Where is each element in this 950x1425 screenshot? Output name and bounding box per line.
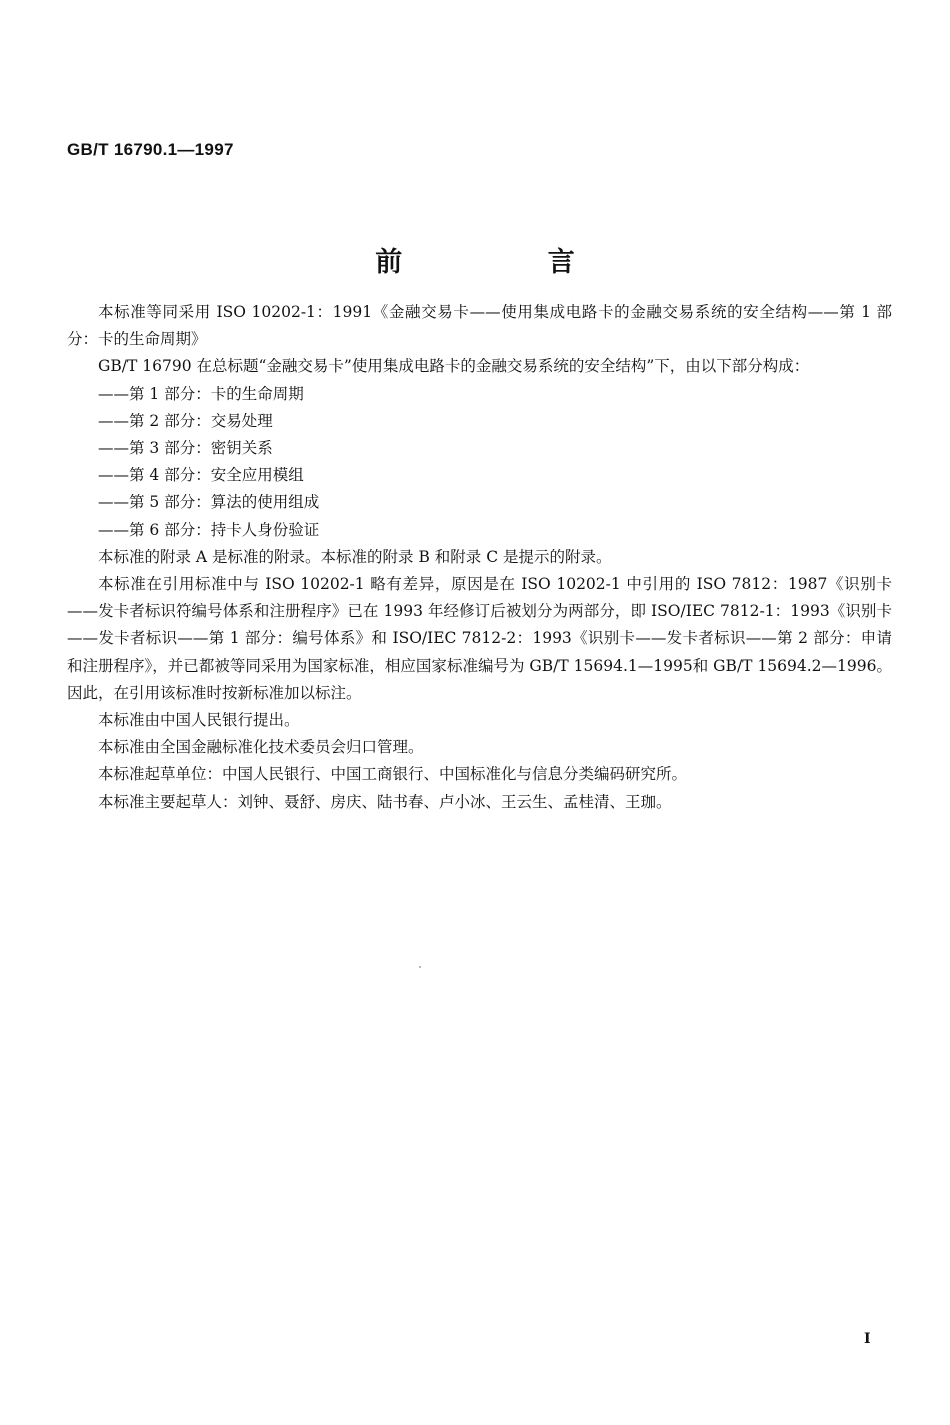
paragraph-annex: 本标准的附录 A 是标准的附录。本标准的附录 B 和附录 C 是提示的附录。 [98, 547, 612, 566]
paragraph-structure: GB/T 16790 在总标题“金融交易卡”使用集成电路卡的金融交易系统的安全结构”下，由以下部分构成： [98, 357, 810, 376]
list-item: ——第 3 部分：密钥关系 [98, 439, 273, 458]
standard-code: GB/T 16790.1—1997 [67, 140, 234, 159]
paragraph-proposed-by: 本标准由中国人民银行提出。 [98, 711, 300, 730]
page-number: I [864, 1331, 871, 1347]
paragraph-managed-by: 本标准由全国金融标准化技术委员会归口管理。 [98, 738, 424, 757]
scan-speck [419, 966, 421, 968]
paragraph-drafting-units: 本标准起草单位：中国人民银行、中国工商银行、中国标准化与信息分类编码研究所。 [98, 765, 688, 784]
parts-list [67, 381, 892, 544]
list-item: ——第 6 部分：持卡人身份验证 [98, 520, 320, 539]
list-item: ——第 4 部分：安全应用模组 [98, 466, 304, 485]
page-title: 前 言 [375, 247, 643, 278]
list-item: ——第 2 部分：交易处理 [98, 411, 273, 430]
foreword-body [67, 299, 892, 816]
paragraph-references: 本标准在引用标准中与 ISO 10202-1 略有差异，原因是在 ISO 10202-1 中引用的 ISO 7812：1987《识别卡——发卡者标识符编号体系和注册程序》已在 1993 年经修订后被划分为两部分，即 ISO/IEC 7812-1：1993《识别卡——发卡者标识——第 1 部分：编号体系》和 ISO/IEC 7812-2：1993《识别卡——发卡者标识——第 2 部分：申请和注册程序》，并已都被等同采用为国家标准，相应国家标准编号为 GB/T 15694.1—1995和 GB/T 15694.2—1996。因此，在引用该标准时按新标准加以标注。 [67, 575, 892, 702]
list-item: ——第 5 部分：算法的使用组成 [98, 493, 320, 512]
paragraph-drafters: 本标准主要起草人：刘钟、聂舒、房庆、陆书春、卢小冰、王云生、孟桂清、王珈。 [98, 792, 672, 811]
paragraph-adoption: 本标准等同采用 ISO 10202-1：1991《金融交易卡——使用集成电路卡的金融交易系统的安全结构——第 1 部分：卡的生命周期》 [67, 303, 892, 349]
list-item: ——第 1 部分：卡的生命周期 [98, 384, 304, 403]
